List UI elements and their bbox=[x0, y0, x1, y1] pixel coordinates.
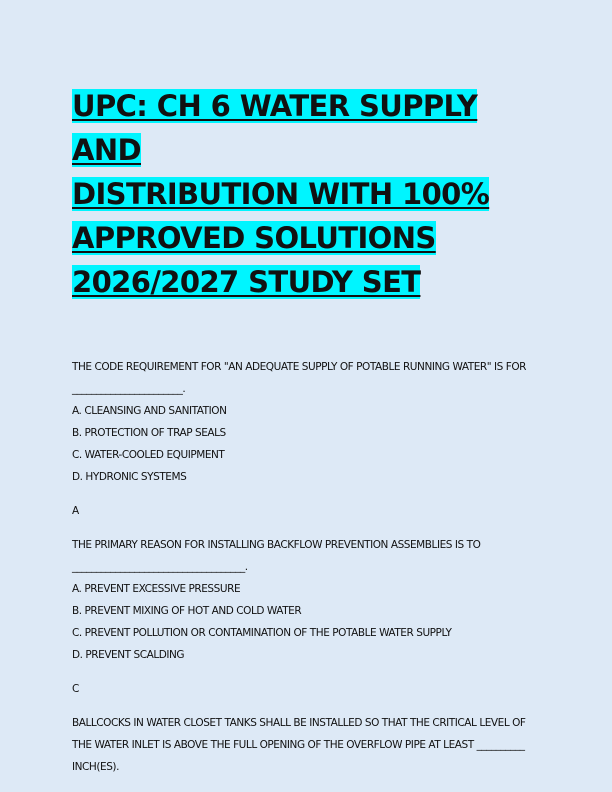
title-line: UPC: CH 6 WATER SUPPLY AND bbox=[72, 89, 478, 167]
question-block bbox=[72, 712, 542, 778]
question-text: BALLCOCKS IN WATER CLOSET TANKS SHALL BE INSTALLED SO THAT THE CRITICAL LEVEL OF bbox=[72, 717, 526, 729]
answer-option: C. PREVENT POLLUTION OR CONTAMINATION OF THE POTABLE WATER SUPPLY bbox=[72, 627, 452, 639]
correct-answer: A bbox=[72, 505, 79, 517]
answer-option: C. WATER-COOLED EQUIPMENT bbox=[72, 449, 225, 461]
question-text: THE WATER INLET IS ABOVE THE FULL OPENING OF THE OVERFLOW PIPE AT LEAST __________ bbox=[72, 739, 525, 751]
question-text: INCH(ES). bbox=[72, 761, 119, 773]
question-text: THE PRIMARY REASON FOR INSTALLING BACKFLOW PREVENTION ASSEMBLIES IS TO bbox=[72, 539, 481, 551]
answer-option: A. CLEANSING AND SANITATION bbox=[72, 405, 227, 417]
question-block bbox=[72, 356, 542, 534]
answer-option: D. HYDRONIC SYSTEMS bbox=[72, 471, 187, 483]
question-block bbox=[72, 534, 542, 712]
correct-answer: C bbox=[72, 683, 79, 695]
title-line: DISTRIBUTION WITH 100% bbox=[72, 177, 490, 211]
question-text: THE CODE REQUIREMENT FOR "AN ADEQUATE SUPPLY OF POTABLE RUNNING WATER" IS FOR bbox=[72, 361, 527, 373]
document-title bbox=[72, 84, 542, 304]
title-line: 2026/2027 STUDY SET bbox=[72, 265, 421, 299]
answer-option: D. PREVENT SCALDING bbox=[72, 649, 185, 661]
answer-option: B. PROTECTION OF TRAP SEALS bbox=[72, 427, 226, 439]
title-line: APPROVED SOLUTIONS bbox=[72, 221, 436, 255]
question-blank: _______________________. bbox=[72, 383, 186, 395]
answer-option: A. PREVENT EXCESSIVE PRESSURE bbox=[72, 583, 241, 595]
question-blank: ____________________________________. bbox=[72, 561, 248, 573]
answer-option: B. PREVENT MIXING OF HOT AND COLD WATER bbox=[72, 605, 302, 617]
document-page bbox=[72, 84, 542, 778]
